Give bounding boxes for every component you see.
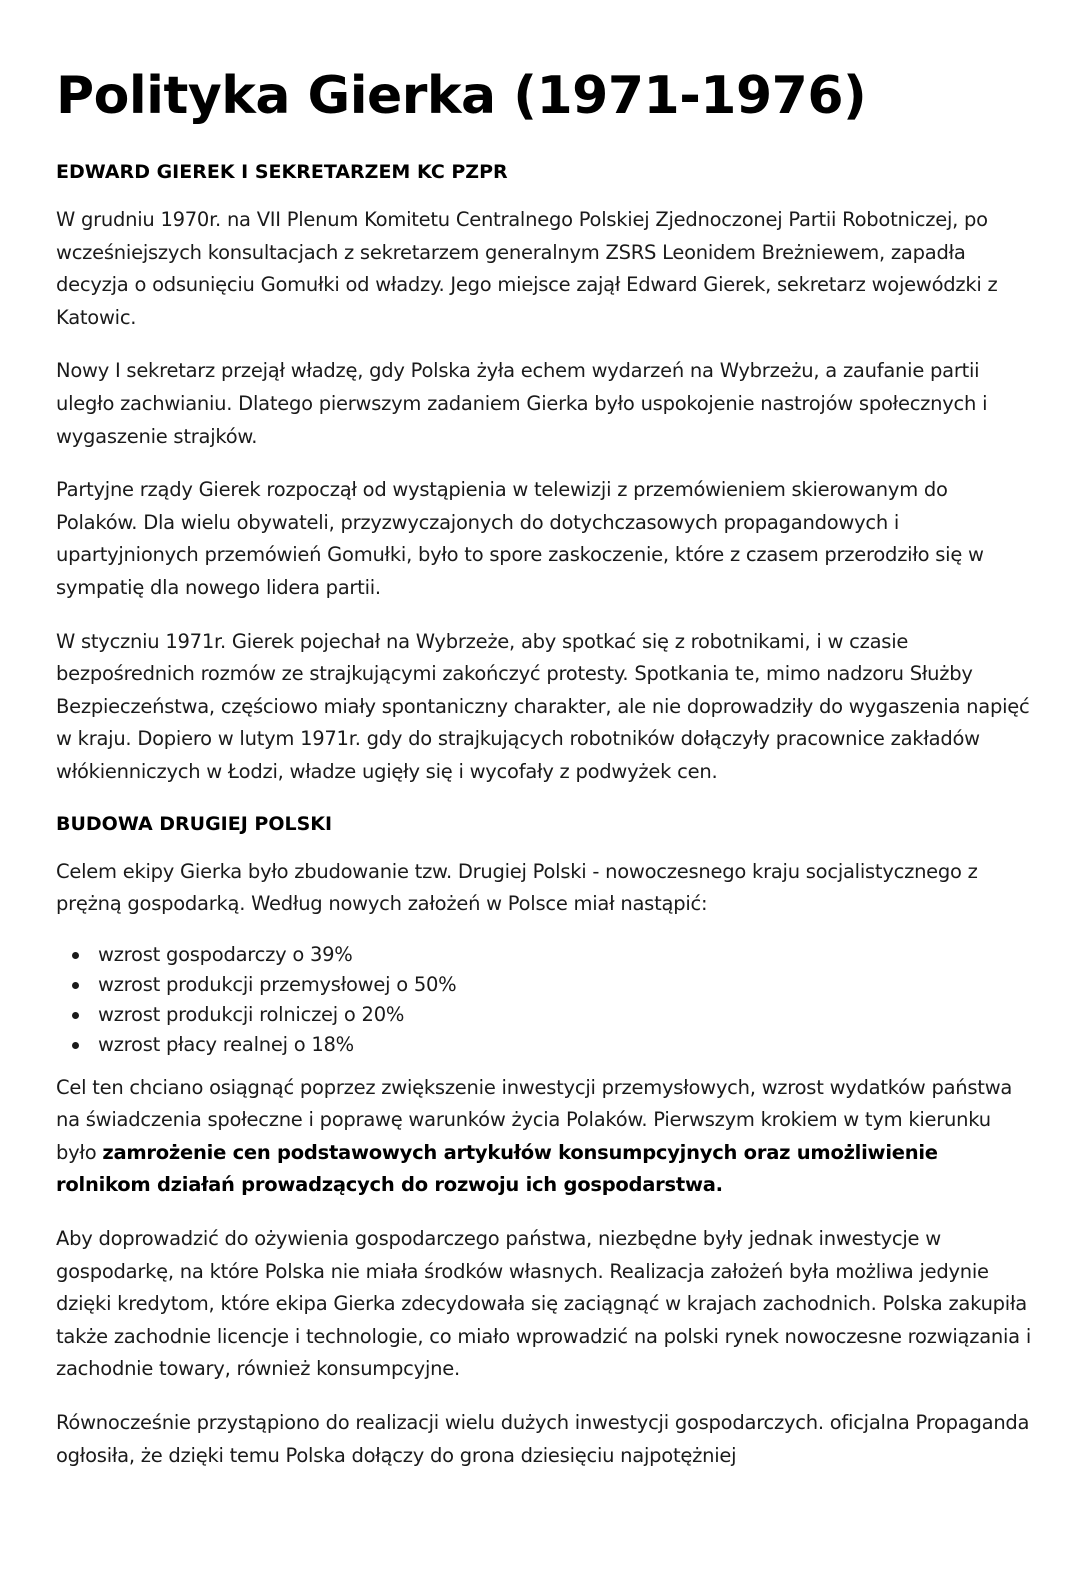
paragraph: Celem ekipy Gierka było zbudowanie tzw. Drugiej Polski - nowoczesnego kraju socjalistycznego z prężną gospodarką. Według nowych założeń w Polsce miał nastąpić: — [56, 859, 978, 916]
section-heading-gierek-secretary: EDWARD GIEREK I SEKRETARZEM KC PZPR — [56, 161, 508, 183]
paragraph: Partyjne rządy Gierek rozpoczął od wystąpienia w telewizji z przemówieniem skierowanym do Polaków. Dla wielu obywateli, przyzwyczajonych do dotychczasowych propagandowych i upartyjnionych przemówień Gomułki, było to spore zaskoczenie, które z czasem przerodziło się w sympatię dla nowego lidera partii. — [56, 478, 984, 599]
list-item — [98, 940, 1031, 970]
section-heading-second-poland: BUDOWA DRUGIEJ POLSKI — [56, 812, 333, 835]
list-item — [98, 1000, 1031, 1030]
bullet-icon — [72, 952, 79, 959]
list-item — [98, 1030, 1031, 1060]
list-item-text: wzrost produkcji przemysłowej o 50% — [98, 972, 457, 996]
bullet-icon — [72, 1012, 79, 1019]
page-title: Polityka Gierka (1971-1976) — [56, 66, 867, 126]
list-item-text: wzrost gospodarczy o 39% — [98, 942, 353, 966]
paragraph: Aby doprowadzić do ożywienia gospodarczego państwa, niezbędne były jednak inwestycje w gospodarkę, na które Polska nie miała środków własnych. Realizacja założeń była możliwa jedynie dzięki kredytom, które ekipa Gierka zdecydowała się zaciągnąć w krajach zachodnich. Polska zakupiła także zachodnie licencje i technologie, co miało wprowadzić na polski rynek nowoczesne rozwiązania i zachodnie towary, również konsumpcyjne. — [56, 1227, 1031, 1381]
list-item — [98, 970, 1031, 1000]
goals-list — [56, 940, 1031, 1060]
paragraph-text: Cel ten chciano osiągnąć poprzez zwiększenie inwestycji przemysłowych, wzrost wydatków państwa na świadczenia społeczne i poprawę warunków życia Polaków. Pierwszym krokiem w tym kierunku było — [56, 1075, 1013, 1164]
paragraph-bold-text: zamrożenie cen podstawowych artykułów konsumpcyjnych oraz umożliwienie rolnikom działań prowadzących do rozwoju ich gospodarstwa. — [56, 1140, 938, 1197]
paragraph: W grudniu 1970r. na VII Plenum Komitetu Centralnego Polskiej Zjednoczonej Partii Robotniczej, po wcześniejszych konsultacjach z sekretarzem generalnym ZSRS Leonidem Breżniewem, zapadła decyzja o odsunięciu Gomułki od władzy. Jego miejsce zajął Edward Gierek, sekretarz wojewódzki z Katowic. — [56, 208, 998, 329]
paragraph: W styczniu 1971r. Gierek pojechał na Wybrzeże, aby spotkać się z robotnikami, i w czasie bezpośrednich rozmów ze strajkującymi zakończyć protesty. Spotkania te, mimo nadzoru Służby Bezpieczeństwa, częściowo miały spontaniczny charakter, ale nie doprowadziły do wygaszenia napięć w kraju. Dopiero w lutym 1971r. gdy do strajkujących robotników dołączyły pracownice zakładów włókienniczych w Łodzi, władze ugięły się i wycofały z podwyżek cen. — [56, 629, 1030, 783]
paragraph — [56, 1072, 1031, 1202]
document-page — [56, 62, 1031, 1493]
paragraph: Nowy I sekretarz przejął władzę, gdy Polska żyła echem wydarzeń na Wybrzeżu, a zaufanie partii uległo zachwianiu. Dlatego pierwszym zadaniem Gierka było uspokojenie nastrojów społecznych i wygaszenie strajków. — [56, 359, 988, 448]
bullet-icon — [72, 982, 79, 989]
bullet-icon — [72, 1042, 79, 1049]
paragraph: Równocześnie przystąpiono do realizacji wielu dużych inwestycji gospodarczych. oficjalna Propaganda ogłosiła, że dzięki temu Polska dołączy do grona dziesięciu najpotężniej — [56, 1411, 1030, 1467]
list-item-text: wzrost produkcji rolniczej o 20% — [98, 1002, 405, 1026]
list-item-text: wzrost płacy realnej o 18% — [98, 1032, 354, 1056]
